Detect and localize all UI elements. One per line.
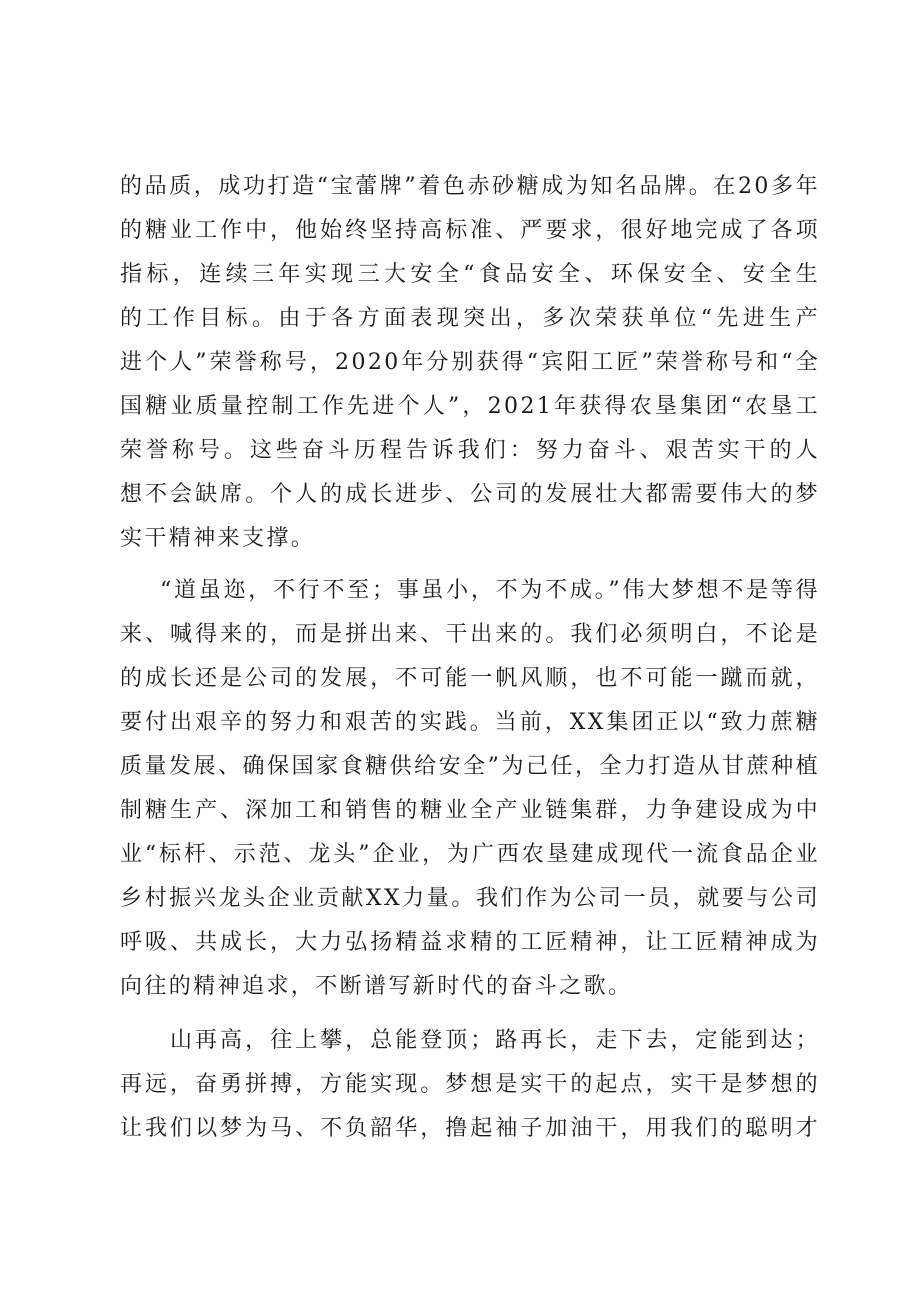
text-line: 指标，连续三年实现三大安全“食品安全、环保安全、安全生 (120, 262, 820, 287)
text-line: 呼吸、共成长，大力弘扬精益求精的工匠精神，让工匠精神成为 (120, 930, 820, 955)
text-line: 国糖业质量控制工作先进个人”，2021年获得农垦集团“农垦工 (120, 394, 820, 419)
text-line: 的成长还是公司的发展，不可能一帆风顺，也不可能一蹴而就， (120, 666, 820, 691)
text-line: 实干精神来支撑。 (120, 526, 316, 551)
text-line: 让我们以梦为马、不负韶华，撸起袖子加油干，用我们的聪明才 (120, 1116, 820, 1141)
text-line: 要付出艰辛的努力和艰苦的实践。当前，XX集团正以“致力蔗糖 (120, 710, 820, 735)
text-line: 向往的精神追求，不断谱写新时代的奋斗之歌。 (120, 974, 633, 999)
text-line: 来、喊得来的，而是拼出来、干出来的。我们必须明白，不论是 (120, 622, 820, 647)
text-line: 的品质，成功打造“宝蕾牌”着色赤砂糖成为知名品牌。在20多年 (120, 174, 820, 199)
text-line: 山再高，往上攀，总能登顶；路再长，走下去，定能到达； (170, 1028, 820, 1053)
text-line: 的糖业工作中，他始终坚持高标准、严要求，很好地完成了各项 (120, 218, 820, 243)
text-line: 想不会缺席。个人的成长进步、公司的发展壮大都需要伟大的梦 (120, 482, 820, 507)
text-line: 再远，奋勇拼搏，方能实现。梦想是实干的起点，实干是梦想的 (120, 1072, 820, 1097)
text-line: 制糖生产、深加工和销售的糖业全产业链集群，力争建设成为中 (120, 798, 820, 823)
text-line: 荣誉称号。这些奋斗历程告诉我们：努力奋斗、艰苦实干的人 (120, 438, 820, 463)
text-line: 的工作目标。由于各方面表现突出，多次荣获单位“先进生产 (120, 306, 820, 331)
text-line: “道虽迩，不行不至；事虽小，不为不成。”伟大梦想不是等得 (160, 578, 820, 603)
text-line: 业“标杆、示范、龙头”企业，为广西农垦建成现代一流食品企业 (120, 842, 820, 867)
text-line: 乡村振兴龙头企业贡献XX力量。我们作为公司一员，就要与公司 (120, 886, 820, 911)
text-line: 质量发展、确保国家食糖供给安全”为己任，全力打造从甘蔗种植 (120, 754, 820, 779)
text-line: 进个人”荣誉称号，2020年分别获得“宾阳工匠”荣誉称号和“全 (120, 350, 820, 375)
